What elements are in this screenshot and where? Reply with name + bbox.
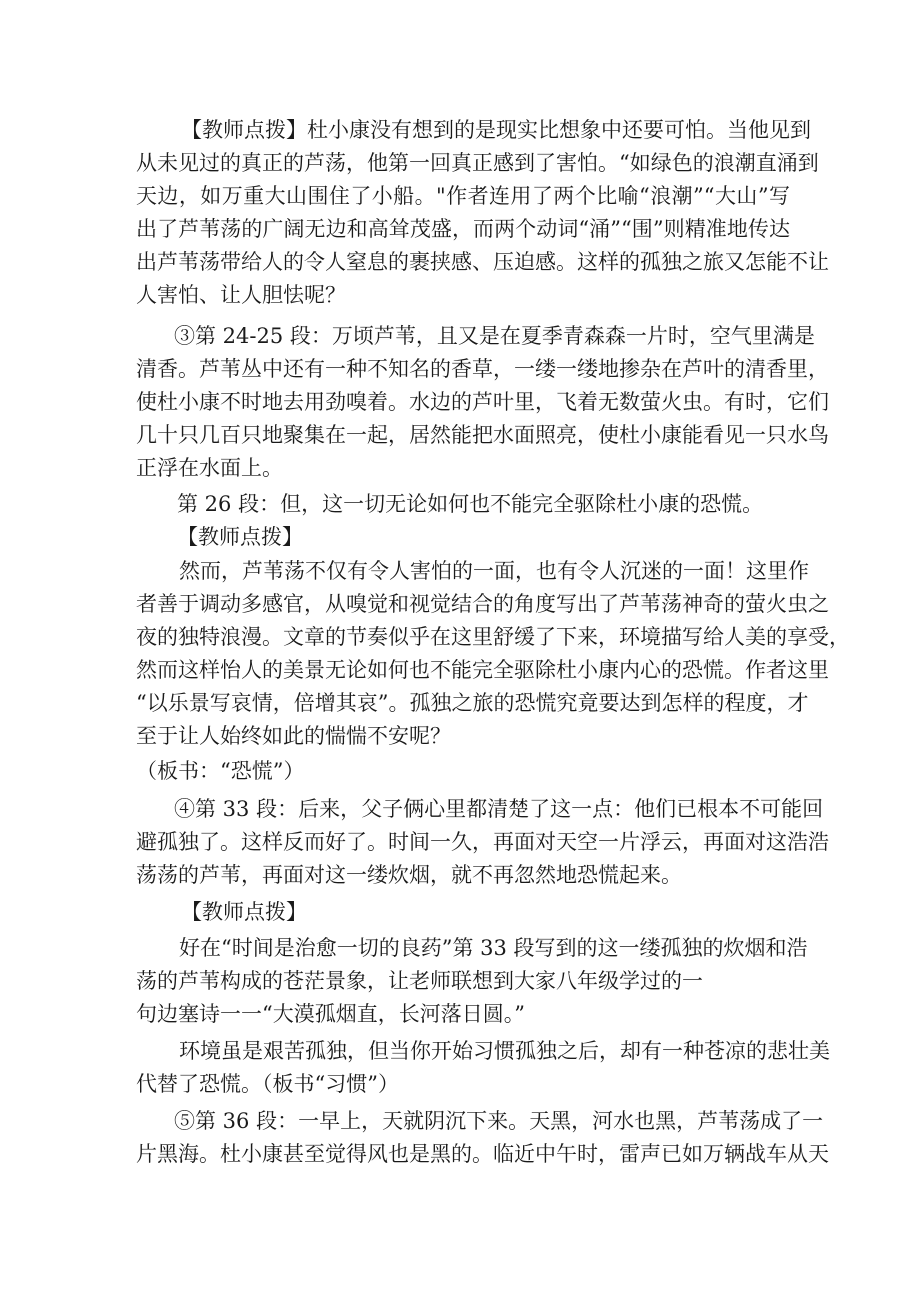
text-line: 避孤独了。这样反而好了。时间一久，再面对天空一片浮云，再面对这浩浩 xyxy=(136,830,829,854)
text-line: 者善于调动多感官，从嗅觉和视觉结合的角度写出了芦苇荡神奇的萤火虫之 xyxy=(136,592,829,616)
text-line: 【教师点拨】 xyxy=(181,900,307,924)
text-line: 环境虽是艰苦孤独，但当你开始习惯孤独之后，却有一种苍凉的悲壮美 xyxy=(179,1039,830,1063)
text-line: 然而这样怡人的美景无论如何也不能完全驱除杜小康内心的恐慌。作者这里 xyxy=(136,658,829,682)
text-line: 清香。芦苇丛中还有一种不知名的香草，一缕一缕地掺杂在芦叶的清香里， xyxy=(136,357,829,381)
text-line: 至于让人始终如此的惴惴不安呢？ xyxy=(136,724,451,748)
text-line: 然而，芦苇荡不仅有令人害怕的一面，也有令人沉迷的一面！这里作 xyxy=(179,559,809,583)
text-line: （板书：“恐慌”） xyxy=(136,759,305,783)
text-line: 【教师点拨】杜小康没有想到的是现实比想象中还要可怕。当他见到 xyxy=(181,118,811,142)
text-line: 荡荡的芦苇，再面对这一缕炊烟，就不再忽然地恐慌起来。 xyxy=(136,863,682,887)
text-line: 【教师点拨】 xyxy=(177,525,303,549)
text-line: ⑤第 36 段：一早上，天就阴沉下来。天黑，河水也黑，芦苇荡成了一 xyxy=(174,1109,824,1133)
text-line: 使杜小康不时地去用劲嗅着。水边的芦叶里，飞着无数萤火虫。有时，它们 xyxy=(136,390,829,414)
text-line: 几十只几百只地聚集在一起，居然能把水面照亮，使杜小康能看见一只水鸟 xyxy=(136,423,829,447)
text-line: 出了芦苇荡的广阔无边和高耸茂盛，而两个动词“涌”“围”则精准地传达 xyxy=(136,217,790,241)
text-line: 从未见过的真正的芦荡，他第一回真正感到了害怕。“如绿色的浪潮直涌到 xyxy=(136,151,819,175)
text-line: 出芦苇荡带给人的令人窒息的裹挟感、压迫感。这样的孤独之旅又怎能不让 xyxy=(136,250,829,274)
text-line: 荡的芦苇构成的苍茫景象，让老师联想到大家八年级学过的一 xyxy=(136,969,703,993)
text-line: 人害怕、让人胆怯呢？ xyxy=(136,283,346,307)
text-line: 片黑海。杜小康甚至觉得风也是黑的。临近中午时，雷声已如万辆战车从天 xyxy=(136,1142,829,1166)
text-line: ④第 33 段：后来，父子俩心里都清楚了这一点：他们已根本不可能回 xyxy=(174,797,824,821)
text-line: “以乐景写哀情，倍增其哀”。孤独之旅的恐慌究竟要达到怎样的程度，才 xyxy=(136,691,809,715)
text-line: 天边，如万重大山围住了小船。"作者连用了两个比喻“浪潮”“大山”写 xyxy=(136,184,790,208)
text-line: 代替了恐慌。（板书“习惯”） xyxy=(136,1072,399,1096)
text-line: 第 26 段：但，这一切无论如何也不能完全驱除杜小康的恐慌。 xyxy=(177,492,764,516)
text-line: 正浮在水面上。 xyxy=(136,456,283,480)
text-line: ③第 24-25 段：万顷芦苇，且又是在夏季青森森一片时，空气里满是 xyxy=(174,324,815,348)
text-line: 好在“时间是治愈一切的良药”第 33 段写到的这一缕孤独的炊烟和浩 xyxy=(179,936,808,960)
text-line: 夜的独特浪漫。文章的节奏似乎在这里舒缓了下来，环境描写给人美的享受， xyxy=(136,625,850,649)
text-line: 句边塞诗一一“大漠孤烟直，长河落日圆。” xyxy=(136,1002,525,1026)
